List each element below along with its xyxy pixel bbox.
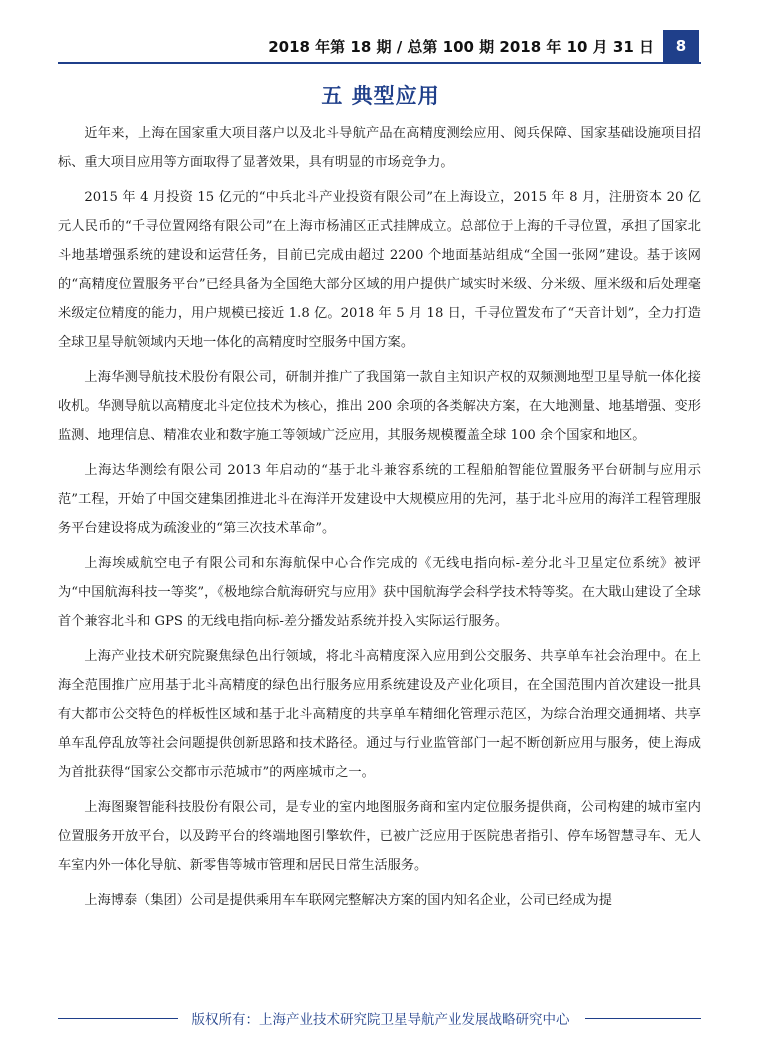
paragraph: 上海华测导航技术股份有限公司，研制并推广了我国第一款自主知识产权的双频测地型卫星导航一体化接收机。华测导航以高精度北斗定位技术为核心，推出 200 余项的各类解决方案，在大地测量、地基增强、变形监测、地理信息、精准农业和数字施工等领域广泛应用，其服务规模覆盖全球 100 余个国家和地区。 (58, 370, 701, 443)
header-divider (58, 62, 701, 64)
header-issue-info: 2018 年第 18 期 / 总第 100 期 2018 年 10 月 31 日 (268, 38, 654, 56)
paragraph: 上海图聚智能科技股份有限公司，是专业的室内地图服务商和室内定位服务提供商，公司构建的城市室内位置服务开放平台，以及跨平台的终端地图引擎软件，已被广泛应用于医院患者指引、停车场智慧寻车、无人车室内外一体化导航、新零售等城市管理和居民日常生活服务。 (58, 800, 701, 873)
paragraph: 上海达华测绘有限公司 2013 年启动的“基于北斗兼容系统的工程船舶智能位置服务平台研制与应用示范”工程，开始了中国交建集团推进北斗在海洋开发建设中大规模应用的先河，基于北斗应用的海洋工程管理服务平台建设将成为疏浚业的“第三次技术革命”。 (58, 463, 701, 536)
footer-copyright: 版权所有：上海产业技术研究院卫星导航产业发展战略研究中心 (186, 1012, 576, 1028)
paragraph: 上海博泰（集团）公司是提供乘用车车联网完整解决方案的国内知名企业，公司已经成为提 (84, 893, 612, 908)
page-number-badge: 8 (663, 30, 699, 62)
body-text (58, 119, 701, 921)
paragraph: 近年来，上海在国家重大项目落户以及北斗导航产品在高精度测绘应用、阅兵保障、国家基础设施项目招标、重大项目应用等方面取得了显著效果，具有明显的市场竞争力。 (58, 126, 701, 170)
section-title: 五 典型应用 (321, 84, 440, 108)
footer (0, 1008, 761, 1030)
paragraph: 上海埃威航空电子有限公司和东海航保中心合作完成的《无线电指向标-差分北斗卫星定位系统》被评为“中国航海科技一等奖”，《极地综合航海研究与应用》获中国航海学会科学技术特等奖。在大戢山建设了全球首个兼容北斗和 GPS 的无线电指向标-差分播发站系统并投入实际运行服务。 (58, 556, 701, 629)
paragraph: 上海产业技术研究院聚焦绿色出行领域，将北斗高精度深入应用到公交服务、共享单车社会治理中。在上海全范围推广应用基于北斗高精度的绿色出行服务应用系统建设及产业化项目，在全国范围内首次建设一批具有大都市公交特色的样板性区域和基于北斗高精度的共享单车精细化管理示范区，为综合治理交通拥堵、共享单车乱停乱放等社会问题提供创新思路和技术路径。通过与行业监管部门一起不断创新应用与服务，使上海成为首批获得“国家公交都市示范城市”的两座城市之一。 (58, 649, 701, 780)
paragraph: 2015 年 4 月投资 15 亿元的“中兵北斗产业投资有限公司”在上海设立，2015 年 8 月，注册资本 20 亿元人民币的“千寻位置网络有限公司”在上海市杨浦区正式挂牌成立。总部位于上海的千寻位置，承担了国家北斗地基增强系统的建设和运营任务，目前已完成由超过 2200 个地面基站组成“全国一张网”建设。基于该网的“高精度位置服务平台”已经具备为全国绝大部分区域的用户提供广域实时米级、分米级、厘米级和后处理毫米级定位精度的能力，用户规模已接近 1.8 亿。2018 年 5 月 18 日，千寻位置发布了“天音计划”，全力打造全球卫星导航领域内天地一体化的高精度时空服务中国方案。 (58, 190, 701, 350)
